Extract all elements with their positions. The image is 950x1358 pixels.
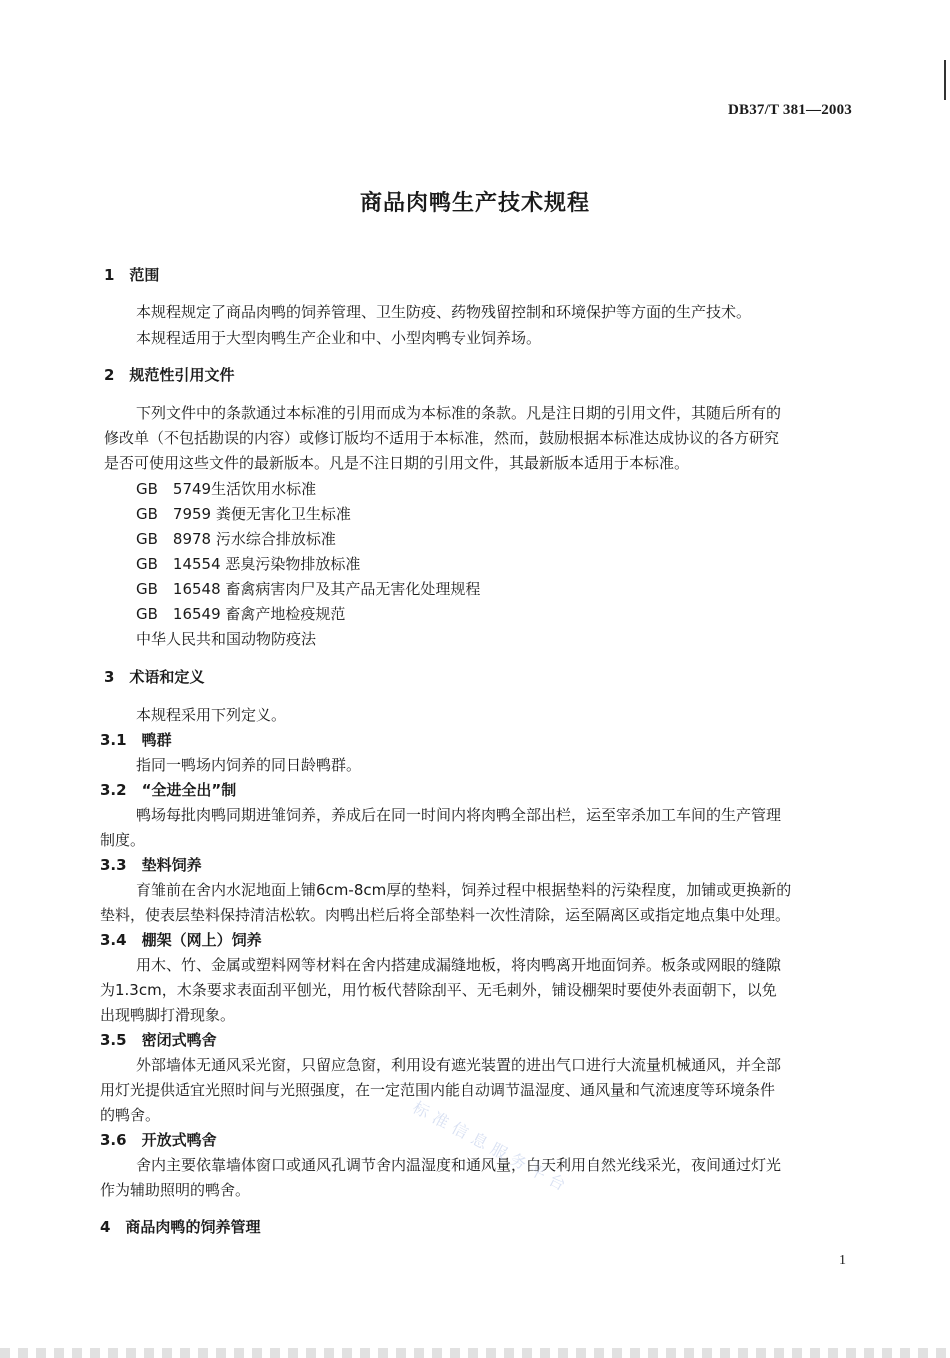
section-1-para-1: 本规程规定了商品肉鸭的饲养管理、卫生防疫、药物残留控制和环境保护等方面的生产技术。 [136,303,752,321]
page-number: 1 [839,1253,846,1268]
section-2-para-line-1: 下列文件中的条款通过本标准的引用而成为本标准的条款。凡是注日期的引用文件，其随后所有的 [136,404,782,422]
definition-3-2-heading: 3.2 “全进全出”制 [100,781,237,799]
definition-3-2-line-1: 鸭场每批肉鸭同期进雏饲养，养成后在同一时间内将肉鸭全部出栏，运至宰杀加工车间的生产管理 [136,806,782,824]
definition-3-4-line-1: 用木、竹、金属或塑料网等材料在舍内搭建成漏缝地板，将肉鸭离开地面饲养。板条或网眼的缝隙 [136,956,782,974]
section-2-heading: 2 规范性引用文件 [104,366,235,384]
definition-3-6-line-1: 舍内主要依靠墙体窗口或通风孔调节舍内温湿度和通风量，白天利用自然光线采光，夜间通过灯光 [136,1156,782,1174]
reference-item: GB 7959 粪便无害化卫生标准 [136,505,351,523]
definition-3-3-line-1: 育雏前在舍内水泥地面上铺6cm-8cm厚的垫料，饲养过程中根据垫料的污染程度，加铺或更换新的 [136,881,792,899]
section-3-intro: 本规程采用下列定义。 [136,706,287,724]
reference-item: GB 8978 污水综合排放标准 [136,530,336,548]
definition-3-5-line-1: 外部墙体无通风采光窗，只留应急窗，利用设有遮光装置的进出气口进行大流量机械通风，并全部 [136,1056,782,1074]
watermark: 标准信息服务平台 [409,1097,575,1198]
section-4-heading: 4 商品肉鸭的饲养管理 [100,1218,261,1236]
definition-3-4-heading: 3.4 棚架（网上）饲养 [100,931,262,949]
standard-code: DB37/T 381—2003 [728,102,852,118]
definition-3-4-line-2: 为1.3cm，木条要求表面刮平刨光，用竹板代替除刮平、无毛刺外，铺设棚架时要使外表面朝下，以免 [100,981,777,999]
definition-3-1-heading: 3.1 鸭群 [100,731,172,749]
definition-3-5-line-2: 用灯光提供适宜光照时间与光照强度，在一定范围内能自动调节温湿度、通风量和气流速度等环境条件 [100,1081,776,1099]
document-title: 商品肉鸭生产技术规程 [359,191,590,216]
definition-3-3-line-2: 垫料，使表层垫料保持清洁松软。肉鸭出栏后将全部垫料一次性清除，运至隔离区或指定地点集中处理。 [100,906,791,924]
definition-3-3-heading: 3.3 垫料饲养 [100,856,202,874]
reference-item: GB 5749生活饮用水标准 [136,480,317,498]
section-3-heading: 3 术语和定义 [104,668,205,686]
definition-3-5-line-3: 的鸭舍。 [100,1106,161,1124]
reference-item: GB 16549 畜禽产地检疫规范 [136,605,346,623]
reference-item: GB 14554 恶臭污染物排放标准 [136,555,361,573]
definition-3-4-line-3: 出现鸭脚打滑现象。 [100,1006,236,1024]
reference-item: 中华人民共和国动物防疫法 [136,630,317,648]
section-2-para-line-3: 是否可使用这些文件的最新版本。凡是不注日期的引用文件，其最新版本适用于本标准。 [104,454,690,472]
definition-3-6-line-2: 作为辅助照明的鸭舍。 [100,1181,251,1199]
reference-item: GB 16548 畜禽病害肉尸及其产品无害化处理规程 [136,580,481,598]
definition-3-6-heading: 3.6 开放式鸭舍 [100,1131,217,1149]
scan-edge-mark [944,60,946,100]
scan-bottom-edge [0,1348,950,1358]
definition-3-5-heading: 3.5 密闭式鸭舍 [100,1031,217,1049]
section-1-para-2: 本规程适用于大型肉鸭生产企业和中、小型肉鸭专业饲养场。 [136,329,542,347]
definition-3-1-text: 指同一鸭场内饲养的同日龄鸭群。 [136,756,362,774]
definition-3-2-line-2: 制度。 [100,831,146,849]
section-1-heading: 1 范围 [104,266,160,284]
section-2-para-line-2: 修改单（不包括勘误的内容）或修订版均不适用于本标准，然而，鼓励根据本标准达成协议的各方研究 [104,429,780,447]
